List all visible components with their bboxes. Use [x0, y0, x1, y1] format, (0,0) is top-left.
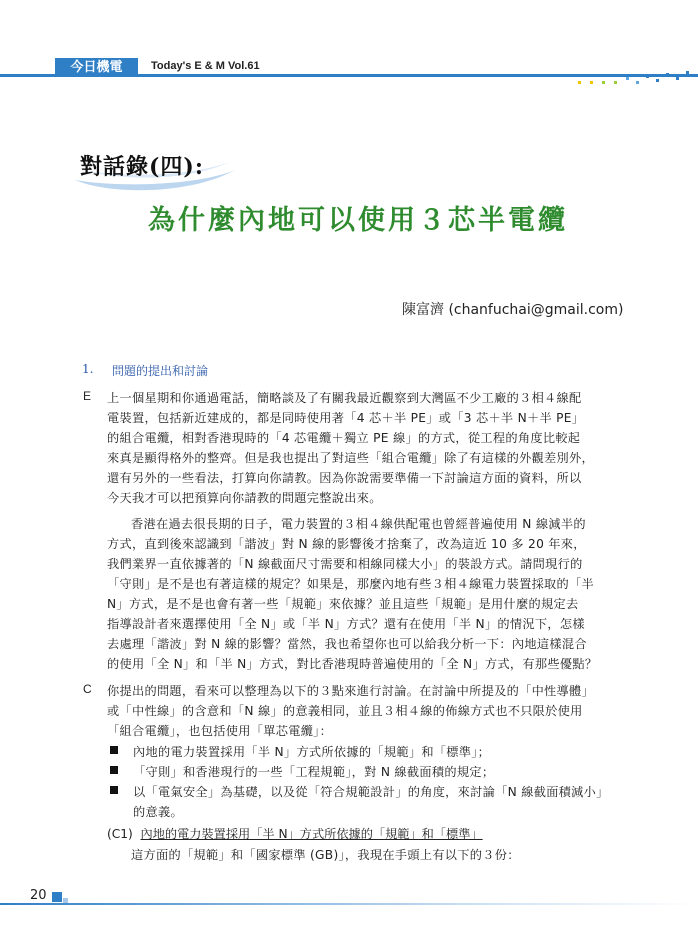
- speaker-marker-c: C: [83, 682, 92, 696]
- paragraph-line: 的組合電纜，相對香港現時的「4 芯電纜＋獨立 PE 線」的方式，從工程的角度比較起: [107, 431, 581, 445]
- paragraph-line: 的使用「全 N」和「半 N」方式，對比香港現時普遍使用的「全 N」方式，有那些優點？: [107, 657, 598, 671]
- paragraph-line: 上一個星期和你通過電話，簡略談及了有關我最近觀察到大灣區不少工廠的３相４線配: [107, 391, 582, 405]
- paragraph-line: 來真是顯得格外的整齊。但是我也提出了對這些「組合電纜」除了有這樣的外觀差別外，: [107, 451, 595, 465]
- paragraph-line: N」方式，是不是也會有著一些「規範」來依據？並且這些「規範」是用什麼的規定去: [107, 597, 579, 611]
- paragraph-line: 方式，直到後來認識到「諧波」對 N 線的影響後才捨棄了，改為這近 10 多 20 年來，: [107, 537, 586, 551]
- bullet-item: 「守則」和香港現行的一些「工程規範」，對 N 線截面積的規定；: [133, 765, 495, 779]
- paragraph-line: 或「中性線」的含意和「N 線」的意義相同，並且３相４線的佈線方式也不只限於使用: [107, 704, 583, 718]
- footer-rule: [0, 903, 698, 905]
- bullet-item: 以「電氣安全」為基礎，以及從「符合規範設計」的角度，來討論「N 線截面積減小」: [133, 785, 609, 799]
- page-number: 20: [30, 888, 47, 903]
- paragraph-line: 今天我才可以把預算向你請教的問題完整說出來。: [107, 491, 382, 505]
- paragraph-line: 我們業界一直依據著的「N 線截面尺寸需要和相線同樣大小」的裝設方式。請問現行的: [107, 557, 583, 571]
- paragraph-line: 你提出的問題，看來可以整理為以下的３點來進行討論。在討論中所提及的「中性導體」: [107, 684, 595, 698]
- series-title: 對話錄(四):: [80, 154, 204, 180]
- magazine-tab: 今日機電: [55, 58, 138, 77]
- section-number: 1.: [82, 362, 94, 376]
- page-square-icon: [52, 892, 62, 902]
- speaker-marker-e: E: [83, 389, 92, 403]
- subsection-heading: [107, 825, 483, 842]
- paragraph-line: 「組合電纜」，也包括使用「單芯電纜」：: [107, 724, 333, 738]
- subsection-title: 內地的電力裝置採用「半 N」方式所依據的「規範」和「標準」: [140, 827, 483, 841]
- author-line: 陳富濟 (chanfuchai@gmail.com): [402, 302, 624, 318]
- bullet-item-continuation: 的意義。: [133, 805, 183, 819]
- bullet-square-icon: [110, 766, 118, 774]
- issue-label: Today's E & M Vol.61: [151, 60, 260, 72]
- paragraph-line: 指導設計者來選擇使用「全 N」或「半 N」方式？還有在使用「半 N」的情況下，怎樣: [107, 617, 585, 631]
- decorative-dots: [576, 69, 696, 87]
- paragraph-line: 這方面的「規範」和「國家標準 (GB)」，我現在手頭上有以下的３份：: [131, 848, 520, 862]
- article-title: 為什麼內地可以使用３芯半電纜: [148, 205, 568, 236]
- paragraph-line: 電裝置，包括新近建成的，都是同時使用著「4 芯＋半 PE」或「3 芯＋半 N＋半 PE」: [107, 411, 585, 425]
- bullet-square-icon: [110, 786, 118, 794]
- paragraph-line: 還有另外的一些看法，打算向你請教。因為你說需要準備一下討論這方面的資料，所以: [107, 471, 582, 485]
- paragraph-line: 去處理「諧波」對 N 線的影響？當然，我也希望你也可以給我分析一下：內地這樣混合: [107, 637, 587, 651]
- bullet-square-icon: [110, 746, 118, 754]
- paragraph-line: 香港在過去很長期的日子，電力裝置的３相４線供配電也曾經普遍使用 N 線減半的: [131, 517, 586, 531]
- section-heading: 問題的提出和討論: [112, 364, 209, 378]
- paragraph-line: 「守則」是不是也有著這樣的規定？如果是，那麼內地有些３相４線電力裝置採取的「半: [107, 577, 595, 591]
- bullet-item: 內地的電力裝置採用「半 N」方式所依據的「規範」和「標準」；: [133, 745, 491, 759]
- subsection-label: (C1): [107, 827, 133, 841]
